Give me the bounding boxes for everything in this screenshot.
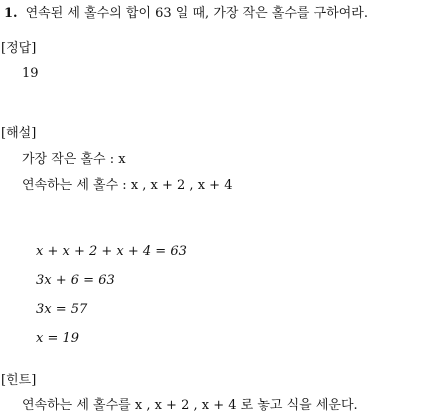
equation-step: x + x + 2 + x + 4 = 63 (36, 244, 187, 259)
explanation-heading: [해설] (1, 126, 37, 141)
hint-heading: [힌트] (1, 373, 37, 388)
explanation-consecutive: 연속하는 세 홀수 : x , x + 2 , x + 4 (22, 178, 233, 193)
equation-step: 3x + 6 = 63 (36, 273, 115, 288)
answer-heading: [정답] (1, 41, 37, 56)
problem-text: 연속된 세 홀수의 합이 63 일 때, 가장 작은 홀수를 구하여라. (25, 6, 368, 21)
equation-step: 3x = 57 (36, 302, 88, 317)
hint-text: 연속하는 세 홀수를 x , x + 2 , x + 4 로 놓고 식을 세운다. (22, 398, 358, 413)
equation-step: x = 19 (36, 331, 80, 346)
problem-statement (4, 6, 368, 22)
problem-number: 1. (4, 6, 18, 21)
explanation-smallest: 가장 작은 홀수 : x (22, 152, 126, 167)
answer-value: 19 (22, 66, 39, 81)
